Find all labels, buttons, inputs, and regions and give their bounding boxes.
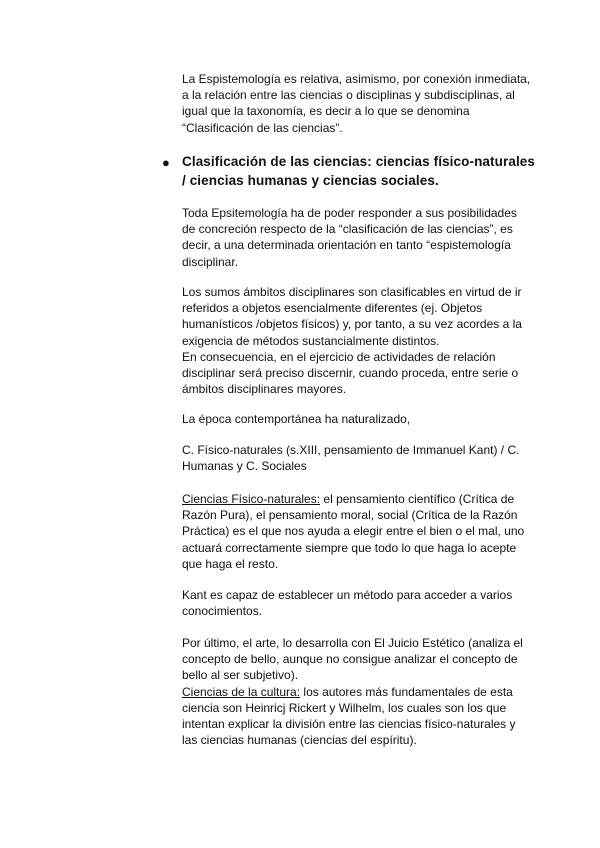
label-fisico-naturales: Ciencias Físico-naturales: [182, 492, 321, 506]
paragraph-ambitos-line1: Los sumos ámbitos disciplinares son clasificables en virtud de ir referidos a objetos esencialmente diferentes (ej. Objetos humanísticos /objetos físicos) y, por tanto, a su vez acordes a la exigencia de métodos sustancialmente distintos. [182, 285, 522, 348]
paragraph-arte: Por último, el arte, lo desarrolla con El Juicio Estético (analiza el concepto de bello, aunque no consigue analizar el concepto de bello al ser subjetivo). [182, 636, 523, 683]
paragraph-arte-cultura [182, 635, 532, 748]
paragraph-fisico-naturales [182, 491, 532, 572]
paragraph-ambitos [182, 284, 532, 397]
paragraph-cultura [182, 684, 532, 749]
paragraph-ambitos-line2: En consecuencia, en el ejercicio de actividades de relación disciplinar será preciso discernir, cuando proceda, entre serie o ámbitos disciplinares mayores. [182, 349, 519, 397]
section-heading: Clasificación de las ciencias: ciencias físico-naturales / ciencias humanas y ciencias sociales. [182, 154, 536, 188]
paragraph-epoca: La época contemportánea ha naturalizado, [182, 412, 411, 426]
paragraph-metodo: Kant es capaz de establecer un método para acceder a varios conocimientos. [182, 588, 513, 619]
bullet-icon: ● [162, 155, 170, 170]
label-cultura: Ciencias de la cultura: [182, 684, 301, 699]
intro-paragraph: La Espistemología es relativa, asimismo, por conexión inmediata, a la relación entre las ciencias o disciplinas y subdisciplinas, al igual que la taxonomía, es decir a lo que se denomina “Clasificación de las ciencias”. [182, 72, 531, 135]
text-fisico-naturales: el pensamiento científico (Crítica de Razón Pura), el pensamiento moral, social (Crítica de la Razón Práctica) es el que nos ayuda a elegir entre el bien o el mal, uno actuará correctamente siempre que todo lo que haga lo acepte que haga el resto. [182, 492, 525, 571]
paragraph-kant: C. Físico-naturales (s.XIII, pensamiento de Immanuel Kant) / C. Humanas y C. Sociales [182, 443, 520, 474]
text-cultura: los autores más fundamentales de esta ciencia son Heinricj Rickert y Wilhelm, los cuales son los que intentan explicar la división entre las ciencias físico-naturales y las ciencias humanas (ciencias del espíritu). [182, 684, 516, 748]
paragraph-epistemologia: Toda Epsitemología ha de poder responder a sus posibilidades de concreción respecto de la “clasificación de las ciencias”, es decir, a una determinada orientación en tanto “espistemología disciplinar. [182, 206, 517, 269]
